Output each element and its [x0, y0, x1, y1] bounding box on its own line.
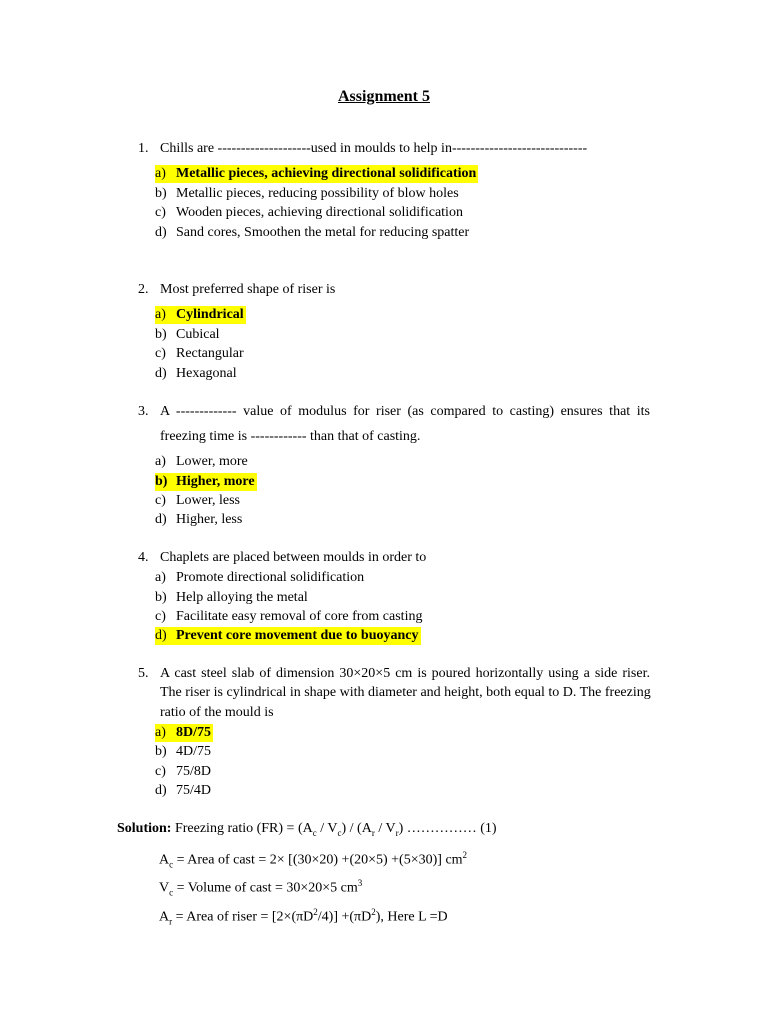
formula-text: Freezing ratio (FR) = (A	[174, 821, 313, 836]
option-label: d)	[155, 628, 167, 643]
option-label: a)	[155, 166, 166, 181]
option-text: 75/4D	[176, 783, 211, 798]
question-text: Most preferred shape of riser is	[160, 282, 336, 297]
option-label: c)	[155, 205, 166, 220]
option-text: Rectangular	[176, 346, 244, 361]
option-a-correct	[155, 165, 478, 183]
formula-text: ) …………… (1)	[398, 821, 497, 836]
formula-subscript: c	[169, 859, 174, 870]
option-c	[155, 763, 211, 781]
solution-label: Solution:	[117, 821, 172, 836]
formula-superscript: 2	[313, 907, 318, 917]
option-label: a)	[155, 307, 166, 322]
option-a	[155, 569, 364, 587]
page-title: Assignment 5	[337, 88, 430, 105]
solution-line-2	[159, 850, 467, 869]
option-d	[155, 365, 237, 383]
option-label: a)	[155, 725, 166, 740]
option-text: Prevent core movement due to buoyancy	[176, 628, 419, 643]
formula-text: A	[159, 852, 170, 868]
question-number: 1.	[138, 141, 149, 156]
option-c	[155, 345, 244, 363]
option-label: b)	[155, 186, 167, 201]
option-d	[155, 782, 211, 800]
question-text-line-3: ratio of the mould is	[160, 705, 274, 720]
question-text: Chills are --------------------used in moulds to help in-----------------------------	[160, 141, 588, 156]
option-text: 75/8D	[176, 764, 211, 779]
option-a-correct	[155, 724, 213, 742]
option-c	[155, 204, 463, 222]
formula-subscript: c	[312, 827, 317, 838]
option-label: c)	[155, 609, 166, 624]
option-text: Wooden pieces, achieving directional solidification	[176, 205, 463, 220]
option-d-correct	[155, 627, 421, 645]
formula-subscript: c	[337, 827, 342, 838]
option-label: b)	[155, 327, 167, 342]
option-label: b)	[155, 474, 168, 489]
solution-line-4	[159, 907, 448, 926]
formula-text: = Area of cast = 2× [(30×20) +(20×5) +(5×30)] cm	[173, 852, 463, 868]
option-label: d)	[155, 783, 167, 798]
option-text: Promote directional solidification	[176, 570, 365, 585]
formula-text: V	[159, 880, 170, 896]
solution-line-1	[117, 821, 497, 838]
formula-text: = Volume of cast = 30×20×5 cm	[173, 880, 358, 896]
formula-subscript: c	[169, 887, 174, 898]
option-label: b)	[155, 590, 167, 605]
question-text: Chaplets are placed between moulds in order to	[160, 550, 427, 565]
option-label: c)	[155, 346, 166, 361]
formula-subscript: r	[395, 827, 399, 838]
option-text: Higher, less	[176, 512, 243, 527]
option-text: Help alloying the metal	[176, 590, 308, 605]
question-text-line-1: A cast steel slab of dimension 30×20×5 cm is poured horizontally using a side riser.	[160, 666, 650, 681]
option-label: d)	[155, 366, 167, 381]
option-label: a)	[155, 570, 166, 585]
option-text: Facilitate easy removal of core from casting	[176, 609, 423, 624]
question-text-line-2: The riser is cylindrical in shape with diameter and height, both equal to D. The freezing	[160, 685, 651, 700]
option-text: Lower, less	[176, 493, 240, 508]
question-number: 5.	[138, 666, 149, 681]
option-text: Lower, more	[176, 454, 248, 469]
option-text: Sand cores, Smoothen the metal for reducing spatter	[176, 225, 470, 240]
option-label: d)	[155, 225, 167, 240]
formula-superscript: 2	[462, 850, 468, 860]
question-number: 3.	[138, 404, 149, 419]
option-b	[155, 743, 211, 761]
formula-text: / V	[374, 821, 396, 836]
option-label: b)	[155, 744, 167, 759]
option-text: Metallic pieces, reducing possibility of blow holes	[176, 186, 459, 201]
formula-text: / V	[316, 821, 338, 836]
option-label: d)	[155, 512, 167, 527]
solution-line-3	[159, 878, 362, 897]
option-c	[155, 608, 422, 626]
option-label: a)	[155, 454, 166, 469]
question-number: 4.	[138, 550, 149, 565]
question-text-line-1: A ------------- value of modulus for riser (as compared to casting) ensures that its	[160, 404, 650, 419]
option-c	[155, 492, 240, 510]
formula-text: /4)] +(πD	[317, 909, 372, 925]
option-text: Cubical	[176, 327, 220, 342]
formula-text: A	[159, 909, 170, 925]
option-text: Cylindrical	[176, 307, 244, 322]
question-text-line-2: freezing time is ------------ than that of casting.	[160, 429, 421, 444]
option-b	[155, 589, 308, 607]
option-text: Hexagonal	[176, 366, 237, 381]
option-text: 4D/75	[176, 744, 211, 759]
option-b-correct	[155, 473, 257, 491]
question-number: 2.	[138, 282, 149, 297]
option-text: Higher, more	[176, 474, 255, 489]
formula-text: ), Here L =D	[375, 909, 448, 925]
option-label: c)	[155, 764, 166, 779]
option-a-correct	[155, 306, 246, 324]
formula-subscript: r	[371, 827, 375, 838]
option-a	[155, 453, 248, 471]
formula-superscript: 3	[357, 878, 363, 888]
formula-subscript: r	[169, 916, 173, 927]
option-b	[155, 326, 220, 344]
option-label: c)	[155, 493, 166, 508]
formula-superscript: 2	[371, 907, 376, 917]
option-b	[155, 185, 459, 203]
option-d	[155, 224, 469, 242]
option-d	[155, 511, 242, 529]
formula-text: = Area of riser = [2×(πD	[172, 909, 314, 925]
formula-text: ) / (A	[341, 821, 372, 836]
option-text: 8D/75	[176, 725, 211, 740]
option-text: Metallic pieces, achieving directional solidification	[176, 166, 477, 181]
